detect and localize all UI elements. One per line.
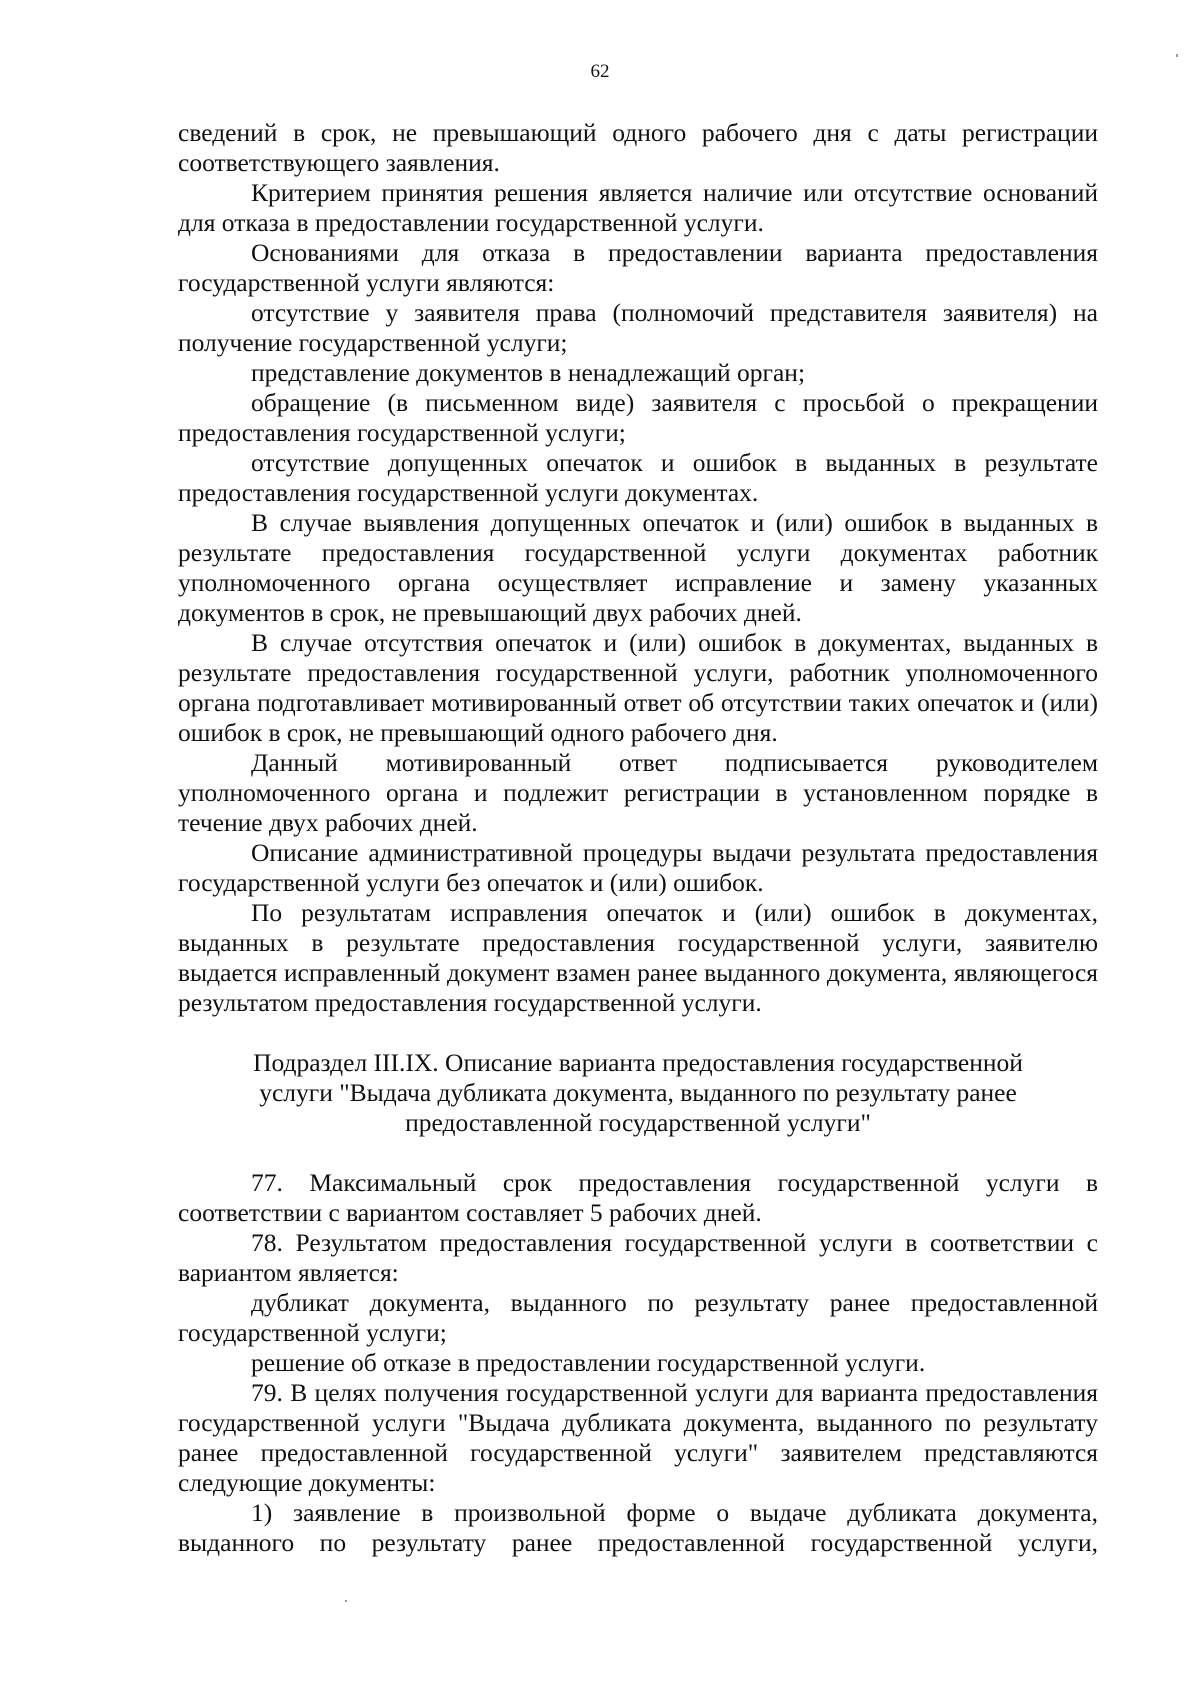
document-body bbox=[178, 118, 1098, 1558]
paragraphs-after-heading bbox=[178, 1168, 1098, 1558]
paragraphs-before-heading bbox=[178, 118, 1098, 1018]
paragraph: Описание административной процедуры выдачи результата предоставления государственной услуги без опечаток и (или) ошибок. bbox=[178, 838, 1098, 897]
paragraph: сведений в срок, не превышающий одного рабочего дня с даты регистрации соответствующего заявления. bbox=[178, 118, 1098, 177]
paragraph: В случае отсутствия опечаток и (или) ошибок в документах, выданных в результате предоставления государственной услуги, работник уполномоченного органа подготавливает мотивированный ответ об отсутствии таких опечаток и (или) ошибок в срок, не превышающий одного рабочего дня. bbox=[178, 628, 1098, 747]
paragraph: отсутствие у заявителя права (полномочий представителя заявителя) на получение государственной услуги; bbox=[178, 298, 1098, 357]
paragraph: 77. Максимальный срок предоставления государственной услуги в соответствии с вариантом составляет 5 рабочих дней. bbox=[178, 1168, 1098, 1227]
paragraph: представление документов в ненадлежащий орган; bbox=[251, 358, 806, 387]
heading-line-1: Подраздел III.IX. Описание варианта предоставления государственной bbox=[253, 1048, 1023, 1077]
paragraph: Критерием принятия решения является наличие или отсутствие оснований для отказа в предоставлении государственной услуги. bbox=[178, 178, 1098, 237]
paragraph: 79. В целях получения государственной услуги для варианта предоставления государственной услуги "Выдача дубликата документа, выданного по результату ранее предоставленной государственной услуги" заявителем представляются следующие документы: bbox=[178, 1378, 1098, 1497]
scan-speck bbox=[345, 1600, 347, 1602]
paragraph: обращение (в письменном виде) заявителя с просьбой о прекращении предоставления государственной услуги; bbox=[178, 388, 1098, 447]
paragraph: 1) заявление в произвольной форме о выдаче дубликата документа, выданного по результату ранее предоставленной государственной услуги, bbox=[178, 1498, 1098, 1557]
paragraph: В случае выявления допущенных опечаток и (или) ошибок в выданных в результате предоставления государственной услуги документах работник уполномоченного органа осуществляет исправление и замену указанных документов в срок, не превышающий двух рабочих дней. bbox=[178, 508, 1098, 627]
subsection-heading bbox=[178, 1048, 1098, 1138]
paragraph: отсутствие допущенных опечаток и ошибок в выданных в результате предоставления государственной услуги документах. bbox=[178, 448, 1098, 507]
heading-line-3: предоставленной государственной услуги" bbox=[405, 1108, 871, 1137]
paragraph: решение об отказе в предоставлении государственной услуги. bbox=[251, 1348, 926, 1377]
paragraph: дубликат документа, выданного по результату ранее предоставленной государственной услуги; bbox=[178, 1288, 1098, 1347]
paragraph: Основаниями для отказа в предоставлении варианта предоставления государственной услуги являются: bbox=[178, 238, 1098, 297]
paragraph: По результатам исправления опечаток и (или) ошибок в документах, выданных в результате предоставления государственной услуги, заявителю выдается исправленный документ взамен ранее выданного документа, являющегося результатом предоставления государственной услуги. bbox=[178, 898, 1098, 1017]
scan-speck bbox=[1176, 54, 1178, 57]
page-number: 62 bbox=[590, 61, 610, 82]
heading-line-2: услуги "Выдача дубликата документа, выданного по результату ранее bbox=[259, 1078, 1017, 1107]
paragraph: 78. Результатом предоставления государственной услуги в соответствии с вариантом является: bbox=[178, 1228, 1098, 1287]
paragraph: Данный мотивированный ответ подписывается руководителем уполномоченного органа и подлежит регистрации в установленном порядке в течение двух рабочих дней. bbox=[178, 748, 1098, 837]
